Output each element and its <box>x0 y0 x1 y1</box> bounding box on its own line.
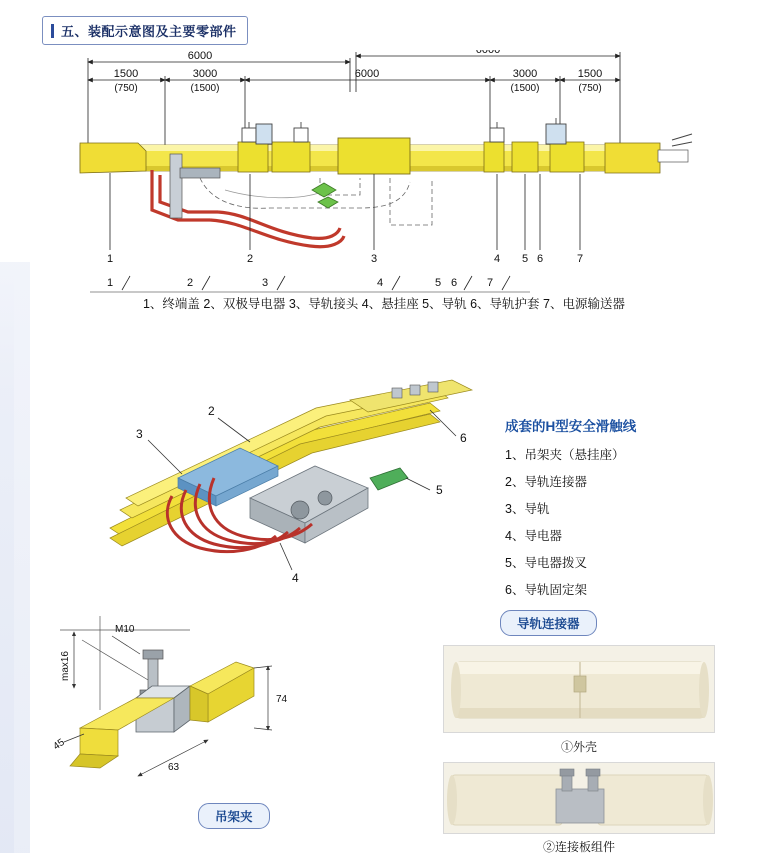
svg-text:74: 74 <box>276 694 288 705</box>
h-type-isometric-diagram <box>100 378 500 598</box>
connector-plate-caption: ②连接板组件 <box>542 840 615 854</box>
title-accent-bar <box>51 24 54 38</box>
svg-text:7: 7 <box>486 277 494 289</box>
assembly-caption: 1、终端盖 2、双极导电器 3、导轨接头 4、悬挂座 5、导轨 6、导轨护套 7、电源输送器 <box>142 297 625 311</box>
list-item: 6、导轨固定架 <box>505 583 587 597</box>
svg-text:(1500): (1500) <box>510 83 540 94</box>
svg-text:6: 6 <box>536 253 544 265</box>
svg-text:3: 3 <box>136 427 143 441</box>
svg-text:7: 7 <box>576 253 584 265</box>
svg-text:max16: max16 <box>60 650 71 682</box>
svg-text:2: 2 <box>208 404 215 418</box>
list-item: 1、吊架夹（悬挂座） <box>505 448 625 462</box>
svg-text:5: 5 <box>434 277 442 289</box>
list-item: 2、导轨连接器 <box>505 475 587 489</box>
svg-text:6: 6 <box>460 431 467 445</box>
svg-text:2: 2 <box>246 253 254 265</box>
svg-text:6: 6 <box>450 277 458 289</box>
svg-text:4: 4 <box>493 253 501 265</box>
section-title-text: 五、装配示意图及主要零部件 <box>61 24 237 39</box>
assembly-schematic <box>60 50 700 290</box>
list-item: 5、导电器拨叉 <box>505 556 587 570</box>
connector-shell-caption: ①外壳 <box>560 740 597 754</box>
svg-text:(750): (750) <box>578 83 602 94</box>
page-edge-decoration-lower <box>0 262 30 853</box>
h-type-legend-title: 成套的H型安全滑触线 <box>505 419 637 434</box>
svg-text:63: 63 <box>168 762 180 773</box>
list-item: 4、导电器 <box>505 529 562 543</box>
svg-text:3000: 3000 <box>512 68 538 80</box>
hanger-clamp-diagram <box>40 610 370 810</box>
connector-shell-photo <box>443 645 715 733</box>
svg-text:3: 3 <box>261 277 269 289</box>
svg-text:3: 3 <box>370 253 378 265</box>
section-title <box>42 16 248 45</box>
svg-text:3000: 3000 <box>192 68 218 80</box>
svg-text:6000: 6000 <box>475 50 501 56</box>
svg-text:1: 1 <box>106 253 114 265</box>
svg-text:1500: 1500 <box>577 68 603 80</box>
svg-text:4: 4 <box>376 277 384 289</box>
hanger-clamp-label: 吊架夹 <box>198 803 270 829</box>
svg-text:M10: M10 <box>115 624 135 635</box>
svg-text:1: 1 <box>106 277 114 289</box>
svg-text:(750): (750) <box>114 83 138 94</box>
svg-text:1500: 1500 <box>113 68 139 80</box>
rail-connector-label: 导轨连接器 <box>500 610 597 636</box>
svg-text:5: 5 <box>521 253 529 265</box>
svg-text:2: 2 <box>186 277 194 289</box>
list-item: 3、导轨 <box>505 502 550 516</box>
svg-text:6000: 6000 <box>187 50 213 62</box>
svg-text:(1500): (1500) <box>190 83 220 94</box>
svg-text:4: 4 <box>292 571 299 585</box>
svg-text:6000: 6000 <box>354 68 380 80</box>
connector-plate-photo <box>443 762 715 834</box>
h-type-legend-list <box>505 445 755 598</box>
svg-text:45: 45 <box>51 737 67 753</box>
h-type-legend <box>505 415 755 607</box>
svg-text:5: 5 <box>436 483 443 497</box>
